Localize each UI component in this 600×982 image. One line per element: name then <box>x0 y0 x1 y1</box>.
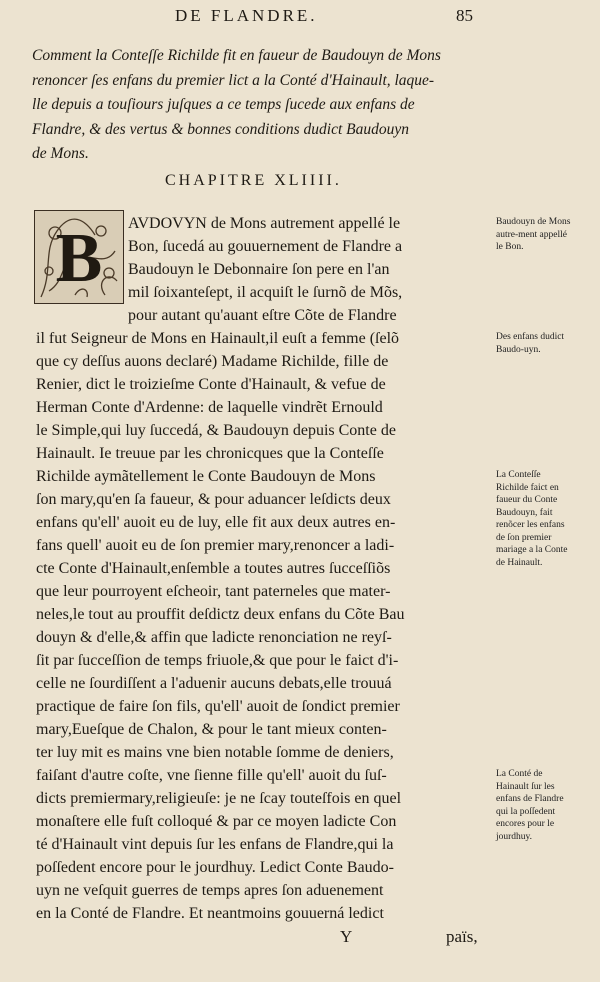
running-head <box>0 6 600 34</box>
text-line: douyn & d'elle,& affin que ladicte renonciation ne reyſ- <box>36 629 392 646</box>
text-line: fans quell' auoit eu de ſon premier mary,renoncer a ladi- <box>36 537 395 554</box>
text-line: enfans qu'ell' auoit eu de luy, elle fit aux deux autres en- <box>36 514 396 531</box>
margin-note: La Conté de Hainault ſur les enfans de Flandre qui la poſſedent encores pour le jourdhuy. <box>496 769 564 842</box>
text-line: Renier, dict le troizieſme Conte d'Hainault, & vefue de <box>36 376 386 393</box>
text-line: mary,Eueſque de Chalon, & pour le tant mieux conten- <box>36 721 387 738</box>
initial-letter: B <box>55 220 103 297</box>
floral-ornament-icon <box>35 211 123 303</box>
decorated-initial <box>34 210 124 304</box>
text-line: pour autant qu'auant eſtre Cõte de Flandre <box>128 307 397 324</box>
text-line: ſon mary,qu'en ſa faueur, & pour aduancer leſdicts deux <box>36 491 391 508</box>
page-number: 85 <box>456 6 473 25</box>
margin-note: Des enfans dudict Baudo-uyn. <box>496 332 565 355</box>
text-line: poſſedent encore pour le jourdhuy. Ledict Conte Baudo- <box>36 859 394 876</box>
text-line: que leur pourroyent eſcheoir, tant paterneles que mater- <box>36 583 391 600</box>
text-line: dicts premiermary,religieuſe: je ne ſcay touteſfois en quel <box>36 790 402 807</box>
text-line: ſit par ſucceſſion de temps friuole,& que pour le faict d'i- <box>36 652 399 669</box>
text-line: que cy deſſus auons declaré) Madame Richilde, fille de <box>36 353 389 370</box>
text-line: en la Conté de Flandre. Et neantmoins gouuerná ledict <box>36 905 384 922</box>
text-line: AVDOVYN de Mons autrement appellé le <box>128 215 401 232</box>
text-line: Hainault. Ie treuue par les chronicques que la Conteſſe <box>36 445 384 462</box>
text-line: Richilde aymãtellement le Conte Baudouyn de Mons <box>36 468 376 485</box>
summary-line: de Mons. <box>32 145 89 162</box>
catchword: Y <box>340 927 353 946</box>
margin-note: La Conteſſe Richilde faict en faueur du Conte Baudouyn, fait renõcer les enfans de ſon premier mariage a la Conte de Hainault. <box>496 470 568 568</box>
summary-line: renoncer ſes enfans du premier lict a la Conté d'Hainault, laque- <box>32 71 435 89</box>
text-line: celle ne ſourdiſſent a l'aduenir aucuns debats,elle trouuá <box>36 675 392 692</box>
summary-line: lle depuis a touſiours juſques a ce temps ſucede aux enfans de <box>32 96 415 113</box>
summary-line: Comment la Conteſſe Richilde fit en faueur de Baudouyn de Mons <box>32 47 441 64</box>
text-line: cte Conte d'Hainault,enſemble a toutes autres ſucceſſiõs <box>36 560 391 577</box>
summary-line: Flandre, & des vertus & bonnes conditions dudict Baudouyn <box>32 120 409 138</box>
text-line: Baudouyn le Debonnaire ſon pere en l'an <box>128 261 390 278</box>
text-line: monaſtere elle fuſt colloqué & par ce moyen ladicte Con <box>36 813 397 830</box>
text-line: té d'Hainault vint depuis ſur les enfans de Flandre,qui la <box>36 836 394 853</box>
text-line: il fut Seigneur de Mons en Hainault,il euſt a femme (ſelõ <box>36 330 400 347</box>
text-line: le Simple,qui luy ſuccedá, & Baudouyn depuis Conte de <box>36 422 396 439</box>
running-title: DE FLANDRE. <box>175 6 318 25</box>
text-line: mil ſoixanteſept, il acquiſt le ſurnõ de Mõs, <box>128 284 403 301</box>
text-line: faiſant d'autre coſte, vne ſienne fille qu'ell' auoit du ſuſ- <box>36 767 387 784</box>
text-line: ter luy mit es mains vne bien notable ſomme de deniers, <box>36 744 394 761</box>
text-line: Herman Conte d'Ardenne: de laquelle vindrẽt Ernould <box>36 399 383 416</box>
text-line: uyn ne veſquit guerres de temps apres ſon aduenement <box>36 882 384 899</box>
margin-note: Baudouyn de Mons autre-ment appellé le Bon. <box>496 217 571 252</box>
chapter-summary <box>32 44 500 167</box>
text-line: neles,le tout au prouffit deſdictz deux enfans du Cõte Bau <box>36 606 405 623</box>
text-line: practique de faire ſon fils, qu'ell' auoit de ſondict premier <box>36 698 400 715</box>
text-line: Bon, ſucedá au gouuernement de Flandre a <box>128 238 403 255</box>
next-page-word: païs, <box>446 927 478 946</box>
chapter-heading: CHAPITRE XLIIII. <box>165 172 342 189</box>
